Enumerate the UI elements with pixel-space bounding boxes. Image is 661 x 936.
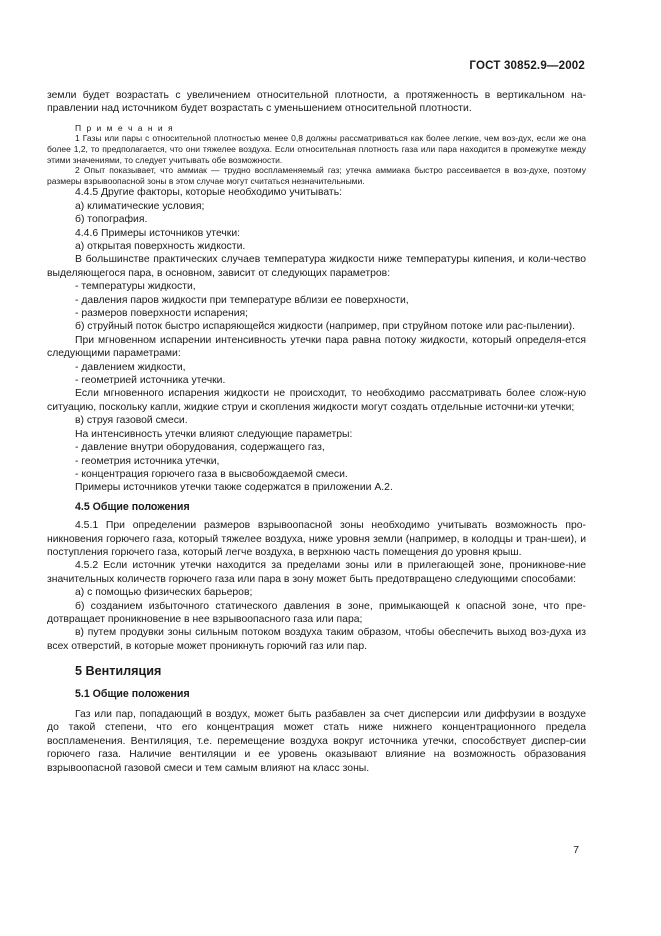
note-2: 2 Опыт показывает, что аммиак — трудно воспламеняемый газ; утечка аммиака быстро рассеивается в воз-духе, поэтому размеры взрывоопасной зоны в этом случае могут считаться незначительными. (47, 165, 586, 186)
notes-title: П р и м е ч а н и я (75, 122, 175, 133)
note-1: 1 Газы или пары с относительной плотностью менее 0,8 должны рассматриваться как более легкие, чем воз-дух, если же она более 1,2, то предполагается, что они тяжелее воздуха. Если относительная плотность газа или пара находится в промежутке между этими значениями, то следует учитывать обе возможности. (47, 133, 586, 165)
dash-item-temperature: - температуры жидкости, (75, 281, 196, 293)
paragraph-most-cases: В большинстве практических случаев температура жидкости ниже температуры кипения, и коли-чество выделяющегося пара, в основном, зависит от следующих параметров: (47, 254, 586, 279)
document-body (47, 89, 586, 775)
dash-item-geometry: - геометрия источника утечки, (75, 455, 220, 467)
clause-4-4-6: 4.4.6 Примеры источников утечки: (75, 227, 241, 239)
clause-4-5-1: 4.5.1 При определении размеров взрывоопасной зоны необходимо учитывать возможность про-никновения горючего газа, который тяжелее воздуха, ниже уровня земли (например, в колодцы и тран-шеи), и поступления горючего газа, который легче воздуха, в верхнюю часть помещения до уровня крыш. (47, 520, 586, 558)
paragraph-examples: Примеры источников утечки также содержатся в приложении А.2. (75, 482, 393, 494)
list-item-climate: а) климатические условия; (75, 200, 205, 212)
list-item-gas-jet: в) струя газовой смеси. (75, 415, 188, 427)
dash-item-surface-size: - размеров поверхности испарения; (75, 308, 249, 320)
dash-item-vapor-pressure: - давления паров жидкости при температуре вблизи ее поверхности, (75, 294, 409, 306)
paragraph-instant-evaporation: При мгновенном испарении интенсивность утечки пара равна потоку жидкости, который определя-ется следующими параметрами: (47, 334, 586, 360)
list-item-jet-flow: б) струйный поток быстро испаряющейся жидкости (например, при струйном потоке или рас-пылении). (75, 321, 576, 333)
list-item-overpressure: б) созданием избыточного статического давления в зоне, примыкающей к опасной зоне, что пре-дотвращает проникновение в нее взрывоопасного газа или пара; (47, 600, 586, 625)
dash-item-source-geometry: - геометрией источника утечки. (75, 375, 226, 387)
dash-item-concentration: - концентрация горючего газа в высвобождаемой смеси. (75, 468, 348, 480)
paragraph-continuation: земли будет возрастать с увеличением относительной плотности, а протяженность в вертикальном на-правлении над источником будет возрастать с уменьшением относительной плотности. (47, 90, 586, 115)
page-number: 7 (573, 845, 579, 856)
section-heading-4-5: 4.5 Общие положения (75, 500, 190, 513)
list-item-open-surface: а) открытая поверхность жидкости. (75, 241, 246, 252)
dash-item-pressure-inside: - давление внутри оборудования, содержащего газ, (75, 442, 325, 454)
section-heading-5: 5 Вентиляция (75, 664, 162, 679)
list-item-topography: б) топография. (75, 214, 148, 226)
standard-code-header: ГОСТ 30852.9—2002 (469, 60, 585, 72)
paragraph-ventilation: Газ или пар, попадающий в воздух, может быть разбавлен за счет дисперсии или диффузии в воздухе до такой степени, что его концентрация может стать ниже нижнего концентрационного предела воспламенения. Вентиляция, т.е. перемещение воздуха вокруг источника утечки, способствует диспер-сии горючего газа. Наличие вентиляции и ее уровень оказывают влияние на возможность образования взрывоопасной газовой смеси и тем самым влияют на класс зоны. (47, 709, 586, 774)
paragraph-no-instant-evaporation: Если мгновенного испарения жидкости не происходит, то необходимо рассматривать более слож-ную ситуацию, поскольку капли, жидкие струи и скопления жидкости могут создать отдельные источни-ки утечки; (47, 388, 586, 413)
list-item-purge: в) путем продувки зоны сильным потоком воздуха таким образом, чтобы обеспечить выход воз-духа из всех отверстий, в которые может проникнуть горючий газ или пар. (47, 627, 586, 652)
section-heading-5-1: 5.1 Общие положения (75, 687, 190, 700)
paragraph-rate-parameters: На интенсивность утечки влияют следующие параметры: (75, 428, 353, 440)
clause-4-4-5: 4.4.5 Другие факторы, которые необходимо учитывать: (75, 187, 342, 199)
clause-4-5-2: 4.5.2 Если источник утечки находится за пределами зоны или в прилегающей зоне, проникнове-ние значительных количеств горючего газа или пара в зону может быть предотвращено следующими способами: (47, 560, 586, 585)
dash-item-liquid-pressure: - давлением жидкости, (75, 361, 186, 373)
list-item-barriers: а) с помощью физических барьеров; (75, 587, 253, 599)
